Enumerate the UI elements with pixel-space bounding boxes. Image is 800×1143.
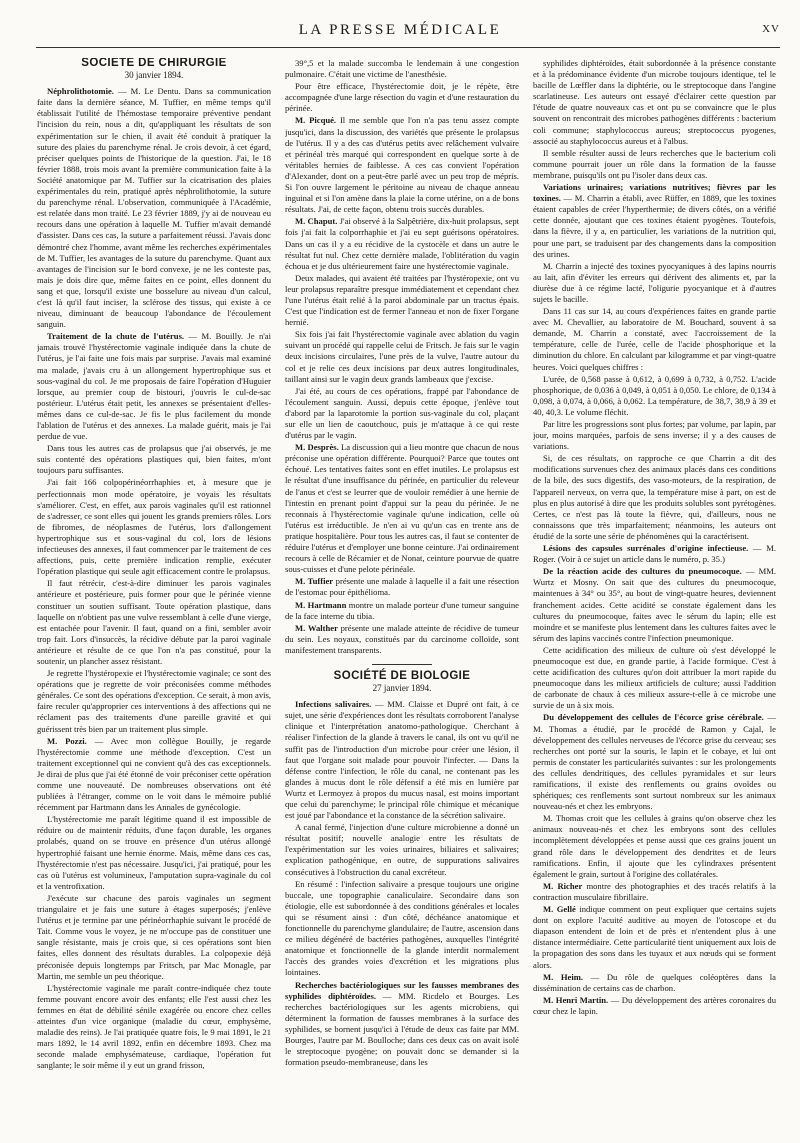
- paragraph: [533, 182, 776, 260]
- column-2: [285, 58, 519, 1136]
- paragraph: [533, 306, 776, 373]
- section-date-chirurgie: 30 janvier 1894.: [124, 70, 184, 81]
- paragraph-text: L'urée, de 0,568 passe à 0,612, à 0,699 à 0,732, à 0,752. L'acide phosphorique, de 0,036 à 0,049, à 0,051 à 0,050. Le chlore, de 0,134 à 0,098, à 0,074, à 0,066, à 0,062. La température, de 38,7, 38,9 à 39 et 40, 40,3. Le volume fléchit.: [533, 373, 776, 417]
- paragraph: [533, 419, 776, 452]
- paragraph-text: Par litre les progressions sont plus fortes; par volume, par lapin, par jour, moins marquées, parfois de sens inverse; il y a des causes de variations.: [533, 419, 776, 452]
- paragraph-heading: M. Pozzi.: [47, 735, 87, 746]
- paragraph-heading: M. Henri Martin.: [543, 994, 609, 1005]
- paragraph: [285, 822, 519, 877]
- paragraph-text: J'ai observé à la Salpêtrière, dix-huit prolapsus, sept fois j'ai fait la colporrhaphie et j'ai eu sept guérisons opératoires. Dans un cas il y a eu récidive de la cystocèle et dans un autre le résultat fut nul. Chez cette dernière malade, l'oblitération du vagin échoua et je dus ultérieurement faire une hystérectomie vaginale.: [285, 216, 519, 271]
- paragraph: [533, 972, 776, 994]
- paragraph-text: montre des photographies et des tracés relatifs à la contraction musculaire fibrillaire.: [533, 880, 776, 902]
- paragraph-text: Il semble résulter aussi de leurs recherches que le bacterium coli commune pourrait jouer un rôle dans la formation de la fausse membrane, puisqu'ils ont pu l'isoler dans deux cas.: [533, 147, 776, 180]
- paragraph-heading: Du développement des cellules de l'écorce grise cérébrale.: [543, 712, 764, 723]
- paragraph: [37, 893, 271, 982]
- paragraph-heading: M. Heim.: [543, 971, 584, 982]
- paragraph: [37, 86, 271, 330]
- section-title-biologie: SOCIÉTÉ DE BIOLOGIE: [333, 669, 471, 682]
- header-rule: [36, 47, 780, 48]
- paragraph: [285, 623, 519, 656]
- paragraph-text: — MM. Claisse et Dupré ont fait, à ce sujet, une série d'expériences dont les résultats corroborent l'analyse clinique et l'interprétation anatomo-pathologique. Cherchant à réaliser l'infection de la glande à travers le canal, ils ont vu qu'il ne suffit pas de l'introduction d'un microbe pour créer une lésion, il faut que l'organe soit malade pour pouvoir l'infecter. — Dans la défense contre l'infection, le rôle du canal, ne contenant pas les glandes à mucus dont le rôle défensif a été mis en lumière par Wurtz et Lermoyez à propos du mucus nasal, est moins important que celui du parenchyme; le principal rôle chimique et mécanique est joué par l'abondance et la constance de la sécrétion salivaire.: [285, 699, 519, 821]
- paragraph-text: J'exécute sur chacune des parois vaginales un segment triangulaire et je fais une suture à étages superposés; j'enlève l'utérus et je termine par une périnéorrhaphie suivant le procédé de Tait. Comme vous le voyez, je ne m'occupe pas de constituer une sangle résistante, mais je crois que, si ces opérations sont bien faites, elles donnent des résultats durables. La colpopexie déjà préconisée depuis longtemps par Fritsch, par Mac Monagle, par Martin, me semble un peu théorique.: [37, 892, 271, 981]
- paragraph: [285, 980, 519, 1069]
- column-3: [533, 58, 776, 1136]
- paragraph-text: — Du développement des artères coronaires du cœur chez le lapin.: [533, 994, 776, 1016]
- section-title-chirurgie: SOCIÉTÉ DE CHIRURGIE: [81, 58, 227, 69]
- paragraph: [533, 813, 776, 880]
- paragraph-text: Il faut rétrécir, c'est-à-dire diminuer les parois vaginales antérieure et postérieure, puis former pour que le périnée vienne constituer un soutien suffisant. Toute opération plastique, dans laquelle on n'obtient pas une vulve ressemblant à celle d'une vierge, est entachée pour l'avenir. Il faut, quand on a fini, sembler avoir trop fait. Lors d'insuccès, la récidive débute par la paroi vaginale antérieure et résulte de ce que l'on n'a pas constitué, pour la soutenir, un plancher assez résistant.: [37, 578, 271, 666]
- paragraph-text: Six fois j'ai fait l'hystérectomie vaginale avec ablation du vagin suivant un procédé qui rappelle celui de Fritsch. Je fais sur le vagin deux incisions circulaires, l'une près de la vulve, l'autre autour du col et je relie ces deux incisions par deux autres longitudinales, taillant ainsi sur le vagin deux grands lambeaux que j'excise.: [285, 329, 519, 384]
- paragraph-text: montre un malade porteur d'une tumeur sanguine de la face interne du tibia.: [285, 599, 519, 621]
- paragraph: [285, 442, 519, 575]
- paragraph: [533, 261, 776, 305]
- paragraph: [37, 736, 271, 814]
- column-3-body: [533, 58, 776, 1017]
- paragraph-heading: M. Gellé: [543, 904, 576, 915]
- paragraph: [37, 443, 271, 476]
- paragraph: [285, 115, 519, 215]
- page-header: [0, 22, 800, 44]
- paragraph: [37, 477, 271, 577]
- paragraph-text: M. Thomas croit que les cellules à grains qu'on observe chez les animaux nouveau-nés et chez les embryons sont des cellules incomplètement développées et pense aussi que ces grains jouent un grand rôle dans le développement des dendrites et de leurs ramifications. Enfin, il ajoute que les cylindraxes présentent également le grain, surtout à l'origine des collatérales.: [533, 813, 776, 879]
- paragraph-text: — MM. Ricdelo et Bourges. Les recherches bactériologiques sur les agents microbiens, qui déterminent la formation de fausses membranes à la surface des syphilides, se bornent jusqu'ici à l'étude de deux cas faite par MM. Bourges, l'autre par M. Boulloche; dans ces deux cas on avait isolé le streptocoque pyogène; on pouvait donc se demander si la formation pseudo-membraneuse, dans les: [285, 990, 519, 1068]
- paragraph: [533, 148, 776, 181]
- paragraph-heading: Recherches bactériologiques sur les fausses membranes des syphilides diphtéroïdes.: [285, 979, 519, 1001]
- paragraph: [533, 374, 776, 418]
- column-2-body-a: [285, 58, 519, 656]
- paragraph: [285, 386, 519, 441]
- paragraph-text: J'ai été, au cours de ces opérations, frappé par l'abondance de l'écoulement sanguin. Aussi, depuis cette époque, j'enlève tout d'abord par la laparotomie la portion sus-vaginale du col, plaçant sur elle un lien de caoutchouc, puis je m'attaque à ce qui reste d'utérus par le vagin.: [285, 385, 519, 441]
- paragraph: [37, 578, 271, 667]
- paragraph-heading: M. Walther: [295, 622, 338, 633]
- paragraph-text: présente une malade à laquelle il a fait une résection de l'estomac pour épithélioma.: [285, 576, 519, 598]
- paragraph: [285, 600, 519, 622]
- paragraph-text: Deux malades, qui avaient été traitées par l'hystéropexie, ont vu leur prolapsus reparaître presque immédiatement et cependant chez l'une l'utérus était relié à la paroi abdominale par un tractus épais. C'est que l'indication est de fermer l'anneau et non de fixer l'organe hernié.: [285, 272, 519, 328]
- paragraph: [37, 668, 271, 735]
- paragraph-heading: M. Hartmann: [295, 599, 347, 610]
- paragraph: [533, 566, 776, 644]
- paragraph: [533, 995, 776, 1017]
- paragraph: [533, 645, 776, 712]
- paragraph-text: M. Charrin a injecté des toxines pyocyaniques à des lapins nourris au lait, afin d'éviter les erreurs qui dérivent des aliments et, par la diurèse due à ce régime lacté, l'oligurie pyocyanique et à d'autres sujets le bacille.: [533, 260, 776, 304]
- section-separator: [372, 664, 432, 665]
- column-1: [37, 58, 271, 1136]
- paragraph-heading: M. Picqué.: [295, 115, 337, 126]
- paragraph: [533, 58, 776, 147]
- section-date-biologie: 27 janvier 1894.: [372, 683, 432, 694]
- column-2-body-b: [285, 699, 519, 1068]
- paragraph: [285, 81, 519, 114]
- paragraph: [533, 904, 776, 971]
- paragraph-text: — MM. Wurtz et Mosny. On sait que des cultures du pneumocoque, maintenues à 34° ou 35°, au bout de vingt-quatre heures, deviennent franchement acides. Cette acidité se constate également dans les cultures du pneumocoque, faites avec le sérum du lapin; elle est moindre et se manifeste plus lentement dans les cultures faites avec le sérum des lapins vaccinés contre l'infection pneumonique.: [533, 566, 776, 643]
- paragraph-text: Si, de ces résultats, on rapproche ce que Charrin a dit des modifications survenues chez des animaux placés dans ces conditions de la bile, des sucs digestifs, des vaso-moteurs, de la respiration, de l'appareil nerveux, on verra que, la température mise à part, on est de plus en plus autorisé à dire que les produits solubles sont pyrétogènes. Certes, ce n'est pas là toute la fièvre, qui, d'ailleurs, nous ne connaissons que très imparfaitement; néanmoins, les auteurs ont étudié de la sorte une série de phénomènes qui la caractérisent.: [533, 453, 776, 541]
- paragraph-text: Dans 11 cas sur 14, au cours d'expériences faites en grande partie avec M. Chevallier, au laboratoire de M. Bouchard, souvent à sa demande, M. Charrin a constaté, avec l'accroissement de la température, celle de l'urée, celle de l'acide phosphorique et la diminution du chlore. En calculant par kilogramme et par vingt-quatre heures. Voici quelques chiffres :: [533, 306, 776, 372]
- paragraph-text: — M. Roger. (Voir à ce sujet un article dans le numéro, p. 35.): [533, 543, 776, 565]
- paragraph-text: — Du rôle de quelques coléoptères dans la dissémination de certains cas de charbon.: [533, 971, 776, 993]
- paragraph-heading: Lésions des capsules surrénales d'origine infectieuse.: [543, 543, 749, 554]
- paragraph: [285, 576, 519, 598]
- paragraph-text: Dans tous les autres cas de prolapsus que j'ai observés, je me suis contenté des opérations plastiques qui, bien faites, m'ont toujours paru suffisantes.: [37, 443, 271, 476]
- paragraph-text: En résumé : l'infection salivaire a presque toujours une origine buccale, une topographie canaliculaire. Secondaire dans son étiologie, elle est subordonnée à des conditions générales et locales qui se résument ainsi : d'un côté, déchéance anatomique et fonctionnelle du parenchyme glandulaire; de l'autre, ascension dans ce milieu dégénéré de bactéries pathogènes, auxquelles l'intégrité anatomique et fonctionnelle de la glande interdit normalement l'accès des grandes voies d'excrétion et les migrations plus lointaines.: [285, 878, 519, 978]
- paragraph-text: Je regrette l'hystéropexie et l'hystérectomie vaginale; ce sont des opérations que je regrette de voir préconisées comme méthodes générales. Ce sont des opérations d'exception. Ce serait, à mon avis, faire reculer qu'approprier ces interventions à des affections qui ne réclament pas des traitements d'une pareille gravité et qui guérissent très bien par un traitement plus simple.: [37, 668, 271, 734]
- paragraph-heading: De la réaction acide des cultures du pneumocoque.: [543, 566, 742, 577]
- paragraph-heading: Variations urinaires; variations nutritives; fièvres par les toxines.: [533, 182, 776, 204]
- paragraph-heading: M. Desprès.: [295, 442, 339, 453]
- paragraph-text: Pour être efficace, l'hystérectomie doit, je le répète, être accompagnée d'une large résection du vagin et d'une restauration du périnée.: [285, 81, 519, 114]
- paragraph-text: La discussion qui a lieu montre que chacun de nous préconise une opération différente. Pourquoi? Parce que toutes ont échoué. Les tentatives faites sont en effet inutiles. Le prolapsus est le résultat d'une insuffisance du périnée, en particulier du releveur de l'anus et c'est se leurrer que de vouloir remédier à une hernie de l'intestin en prenant point d'appui sur la peau du périnée. Je ne reconnais à l'hystérectomie vaginale qu'une indication, celle où l'utérus est irréductible. Je n'en ai vu qu'un cas en trente ans de pratique hospitalière. Pour tous les autres cas, il faut se contenter de réduire l'utérus et d'employer une bonne ceinture. J'ai ordinairement recours à celle de Récamier et de Nonat, ceinture pourvue de quatre sous-cuisses et d'une pelote périnéale.: [285, 442, 519, 575]
- column-1-body: [37, 86, 271, 1071]
- paragraph-text: J'ai fait 166 colpopérinéorrhaphies et, à mesure que je perfectionnais mon mode opératoire, je voyais les résultats s'améliorer. C'est, en effet, aux parois vaginales qu'il est rationnel de s'adresser, ce sont elles qui jouent les grands premiers rôles. Lors de fibromes, de néoplasmes de l'utérus, lors d'allongement hypertrophique sus et sous-vaginal du col, lors de lésions infectieuses des annexes, il faut commencer par le traitement de ces affections, puis, cette première indication remplie, exécuter l'opération plastique qui seule agit efficacement contre le prolapsus.: [37, 477, 271, 577]
- paragraph: [533, 543, 776, 565]
- paragraph-text: syphilides diphtéroïdes, était subordonnée à la présence constante et à la prédominance évidente d'un microbe toujours identique, tel le bacille de Lœffler dans la diphtérie, ou le streptocoque dans l'angine scarlatineuse. Les auteurs ont essayé d'éclairer cette question par l'étude de quatre nouveaux cas et ont pu se convaincre que le plus souvent on rencontrait des microbes pathogènes différents : bacterium coli commune; staphylococcus aureus; streptococcus pyogenes, associé au staphylococcus aureus et à l'albus.: [533, 58, 776, 146]
- paragraph: [285, 58, 519, 80]
- paragraph: [285, 699, 519, 821]
- paragraph-text: — Avec mon collègue Bouilly, je regarde l'hystérectomie comme une méthode d'exception. C'est un traitement exceptionnel qui ne convient qu'à des cas exceptionnels. Je dirai de plus que j'ai été étonné de voir préconiser cette opération comme une nouveauté. De nombreuses observations ont été publiées à l'étranger, comme on le voit dans le mémoire publié récemment par Hartmann dans les Annales de gynécologie.: [37, 735, 271, 813]
- paragraph-text: A canal fermé, l'injection d'une culture microbienne a donné un résultat positif; nouvelle analogie entre les résultats de l'expérimentation sur les voies urinaires, biliaires et salivaires; explication pathogénique, en outre, de suppurations salivaires consécutives à l'obstruction du canal excréteur.: [285, 822, 519, 877]
- paragraph-heading: M. Richer: [543, 880, 583, 891]
- paragraph-text: — M. Charrin a établi, avec Rüffer, en 1889, que les toxines étaient capables de créer l'hyperthermie; de divers côtés, on a vérifié cette donnée, ajoutant que ces toxines étaient pyogènes. Toutefois, dans la fièvre, il y a, en particulier, les variations de la nutrition qui, pour une part, se traduisent par des changements dans la composition des urines.: [533, 193, 776, 259]
- paragraph: [37, 983, 271, 1072]
- paragraph-heading: Infections salivaires.: [295, 699, 372, 710]
- paragraph: [533, 881, 776, 903]
- paragraph: [285, 273, 519, 328]
- paragraph: [37, 814, 271, 892]
- page-number: XV: [762, 23, 780, 35]
- paragraph-text: — M. Thomas a étudié, par le procédé de Ramon y Cajal, le développement des cellules nerveuses de l'écorce grise du cerveau; ses recherches ont porté sur la souris, le lapin et le cobaye, et lui ont permis de constater les particularités suivantes : sur les prolongements des cellules dendritiques, des cellules pyramidales et sur leurs ramifications, il existe des renflements ou grains ovoïdes ou sphériques; ces renflements sont surtout nombreux sur les animaux nouveau-nés et chez les embryons.: [533, 712, 776, 812]
- paragraph: [285, 329, 519, 384]
- paragraph-heading: M. Chaput.: [295, 216, 338, 227]
- paragraph-text: Il me semble que l'on n'a pas tenu assez compte jusqu'ici, dans la discussion, des variétés que présente le prolapsus de l'utérus. Il y a des cas d'utérus petits avec relâchement vulvaire et périnéal très marqué qui correspondent en quelque sorte à de véritables hernies de faiblesse. A ces cas convient l'opération d'Alexander, dont on a peut-être parlé avec un peu trop de mépris. Si l'on ouvre largement le péritoine au niveau de chaque anneau inguinal et si l'on amène dans la plaie la corne utérine, on a de bons résultats. J'ai, de cette façon, obtenu trois succès durables.: [285, 115, 519, 215]
- paragraph-text: L'hystérectomie me paraît légitime quand il est impossible de réduire ou de maintenir réduits, d'une façon durable, les organes prolabés, quand on se trouve en présence d'un utérus allongé hypertrophié faisant une hernie énorme. Mais, même dans ces cas, l'hystérectomie n'est pas nécessaire. Jusqu'ici, j'ai pratiqué, pour les cas où l'utérus est volumineux, l'amputation supra-vaginale du col et la ventrofixation.: [37, 814, 271, 891]
- paragraph-text: indique comment on peut expliquer que certains sujets dont on explore l'acuité auditive au moyen de l'otoscope et du diapason entendent de loin et de près et n'entendent plus à une distance intermédiaire. Cette particularité tient uniquement aux lois de la propagation des sons dans les tuyaux et aux nœuds qui se forment alors.: [533, 904, 776, 970]
- paragraph-text: présente une malade atteinte de récidive de tumeur du sein. Les noyaux, constitués par du carcinome colloïde, sont manifestement transparents.: [285, 622, 519, 655]
- paragraph-heading: Traitement de la chute de l'utérus.: [47, 331, 185, 342]
- paragraph: [285, 879, 519, 979]
- paragraph-text: Cette acidification des milieux de culture où s'est développé le pneumocoque est due, en grande partie, à l'acide formique. C'est à cette acidification des cultures qu'on doit attribuer la mort rapide du pneumocoque dans les milieux artificiels de culture; aussi l'addition de carbonate de chaux à ces milieux assure-t-elle à ce microbe une survie de un à six mois.: [533, 644, 776, 711]
- paragraph: [37, 331, 271, 442]
- journal-title: LA PRESSE MÉDICALE: [298, 22, 502, 38]
- paragraph-heading: Néphrolithotomie.: [47, 86, 114, 97]
- paragraph-text: — M. Bouilly. Je n'ai jamais trouvé l'hystérectomie vaginale indiquée dans la chute de l'utérus, je l'ai faite une fois mais par surprise. J'avais mal examiné ma malade, j'avais cru à un allongement hypertrophique sus et sous-vaginal du col. Je me proposais de faire l'opération d'Huguier lorsque, au premier coup de bistouri, j'ouvris le cul-de-sac postérieur. L'utérus était petit, les annexes se présentaient d'elles-mêmes dans ce cul-de-sac. Je fis le plus facilement du monde l'ablation de l'utérus et des annexes. La malade guérit, mais je l'ai perdue de vue.: [37, 331, 271, 442]
- paragraph-text: 39°,5 et la malade succomba le lendemain à une congestion pulmonaire. C'était une victime de l'anesthésie.: [285, 58, 519, 80]
- paragraph-heading: M. Tuffier: [295, 576, 334, 587]
- paragraph-text: — M. Le Dentu. Dans sa communication faite dans la dernière séance, M. Tuffier, en même temps qu'il établissait l'utilité de l'hémostase temporaire préventive pendant l'incision du rein, nous a dit, qu'appliquant les résultats de son expérimentation sur le chien, il avait été conduit à pratiquer la suture des plaies du parenchyme rénal. Je crois devoir, à cet égard, préciser quelques points de l'historique de la question. J'ai, le 18 février 1888, trois mois avant la première communication faite à la Société anatomique par M. Tuffier sur la cicatrisation des plaies expérimentales du rein, pratiqué après néphrolithotomie, la suture du parenchyme rénal. L'observation, communiquée à l'Académie, est relatée dans mon traité. Le 23 février 1889, j'y ai de nouveau eu recours dans une opération à laquelle M. Tuffier m'avait demandé d'assister. Dans ces cas, la suture a parfaitement réussi. J'avais donc démontré chez l'homme, avant même les recherches expérimentales de M. Tuffier, les avantages de la suture du parenchyme. Quant aux avantages de l'incision sur le bord convexe, je ne les conteste pas, mais je dois dire que, même faites en ce point, elles donnent du sang et que, lorsqu'il existe une bosselure au niveau d'un calcul, c'est là qu'il faut inciser, la sclérose des tissus, qui existe à ce niveau, diminuant de beaucoup l'abondance de l'écoulement sanguin.: [37, 86, 271, 330]
- paragraph: [533, 453, 776, 542]
- paragraph: [533, 712, 776, 812]
- paragraph-text: L'hystérectomie vaginale me paraît contre-indiquée chez toute femme pouvant encore avoir des enfants; elle l'est aussi chez les femmes en état de débilité sénile exagérée ou encore chez celles atteintes d'un vice organique (maladie du cœur, emphysème, maladie des reins). Je l'ai pratiquée quatre fois, le 9 mai 1891, le 21 mars 1892, le 14 avril 1892, enfin en décembre 1893. Chez ma seconde malade emphysémateuse, cardiaque, l'opération fut sanglante; le soir même il y eut un grand frisson,: [37, 982, 271, 1071]
- paragraph: [285, 216, 519, 271]
